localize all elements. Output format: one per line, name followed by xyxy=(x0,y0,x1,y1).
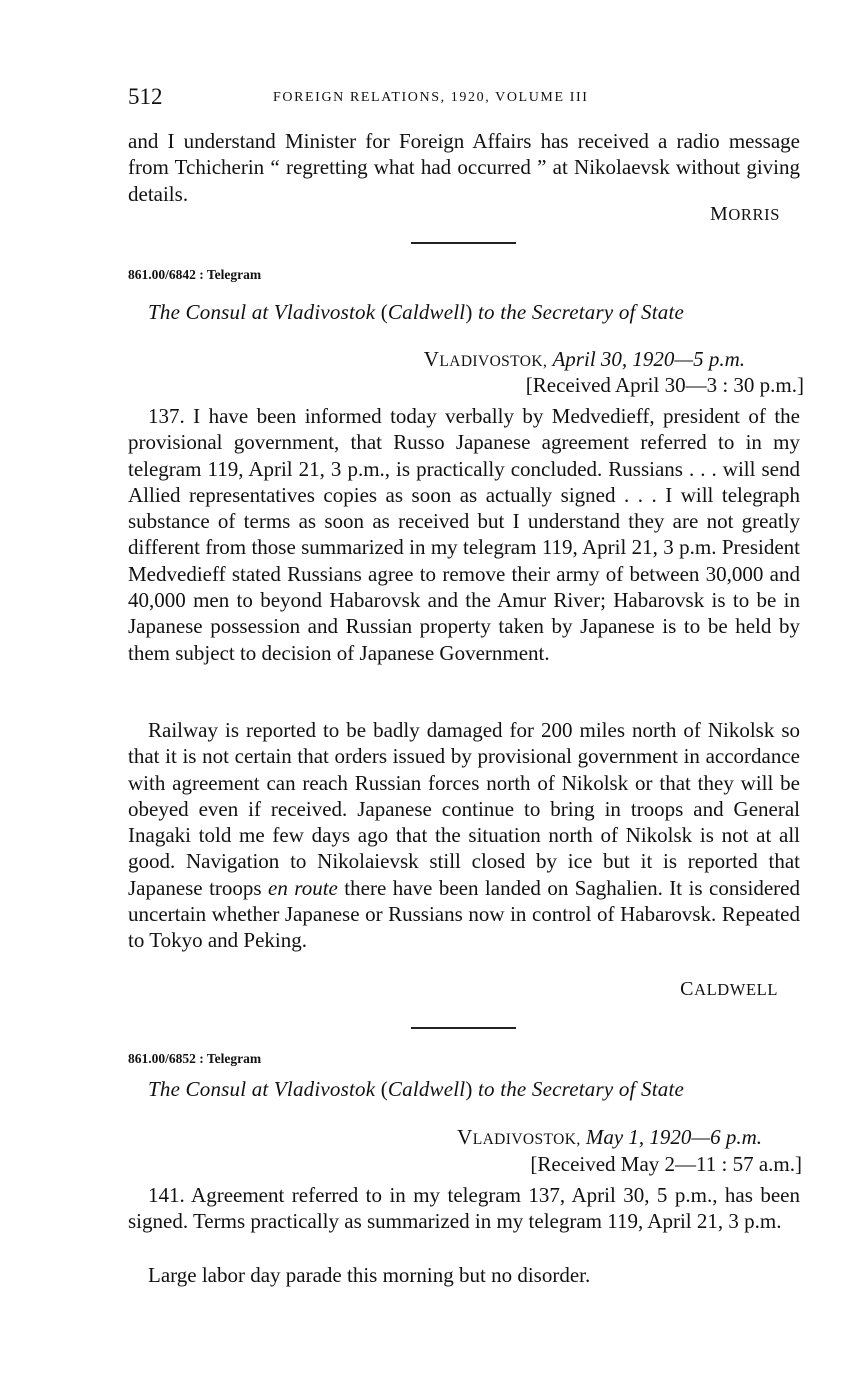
signature-morris: MORRIS xyxy=(710,203,780,225)
page-number: 512 xyxy=(128,84,163,109)
dateline: VLADIVOSTOK, May 1, 1920—6 p.m. xyxy=(457,1125,762,1149)
section-divider xyxy=(411,1027,516,1029)
telegram-body-paragraph: 137. I have been informed today verbally by Medvedieff, president of the provisional government, that Russo Japanese agreement referred to in my telegram 119, April 21, 3 p.m., is practically concluded. Russians . . . will send Allied representatives copies as soon as actually signed . . . I will telegraph substance of terms as soon as received but I understand they are not greatly different from those summarized in my telegram 119, April 21, 3 p.m. President Medvedieff stated Russians agree to remove their army of between 30,000 and 40,000 men to beyond Habarovsk and the Amur River; Habarovsk is to be in Japanese possession and Russian property taken by Japanese is to be held by them subject to decision of Japanese Government. xyxy=(128,404,800,665)
dateline: VLADIVOSTOK, April 30, 1920—5 p.m. xyxy=(423,347,745,371)
running-title: FOREIGN RELATIONS, 1920, VOLUME III xyxy=(273,90,589,105)
file-number: 861.00/6842 : Telegram xyxy=(128,267,262,282)
received-line: [Received May 2—11 : 57 a.m.] xyxy=(530,1152,802,1176)
telegram-body-paragraph: 141. Agreement referred to in my telegram 137, April 30, 5 p.m., has been signed. Terms practically as summarized in my telegram 119, April 21, 3 p.m. xyxy=(128,1183,800,1234)
received-line: [Received April 30—3 : 30 p.m.] xyxy=(525,373,804,397)
file-number: 861.00/6852 : Telegram xyxy=(128,1051,262,1066)
telegram-body-paragraph: Railway is reported to be badly damaged for 200 miles north of Nikolsk so that it is not certain that orders issued by provisional government in accordance with agreement can reach Russian forces north of Nikolsk or that they will be obeyed even if received. Japanese continue to bring in troops and General Inagaki told me few days ago that the situation north of Nikolsk is not at all good. Navigation to Nikolaievsk still closed by ice but it is reported that Japanese troops en route there have been landed on Saghalien. It is considered uncertain whether Japanese or Russians now in control of Habarovsk. Repeated to Tokyo and Peking. xyxy=(128,718,800,953)
signature-caldwell: CALDWELL xyxy=(680,978,778,1000)
document-title: The Consul at Vladivostok (Caldwell) to the Secretary of State xyxy=(148,300,685,324)
page-header xyxy=(128,84,668,112)
document-title: The Consul at Vladivostok (Caldwell) to the Secretary of State xyxy=(148,1077,685,1101)
continuation-paragraph: and I understand Minister for Foreign Affairs has received a radio message from Tchicherin “ regretting what had occurred ” at Nikolaevsk without giving details. xyxy=(128,129,800,206)
telegram-body-paragraph: Large labor day parade this morning but no disorder. xyxy=(148,1263,591,1287)
section-divider xyxy=(411,242,516,244)
